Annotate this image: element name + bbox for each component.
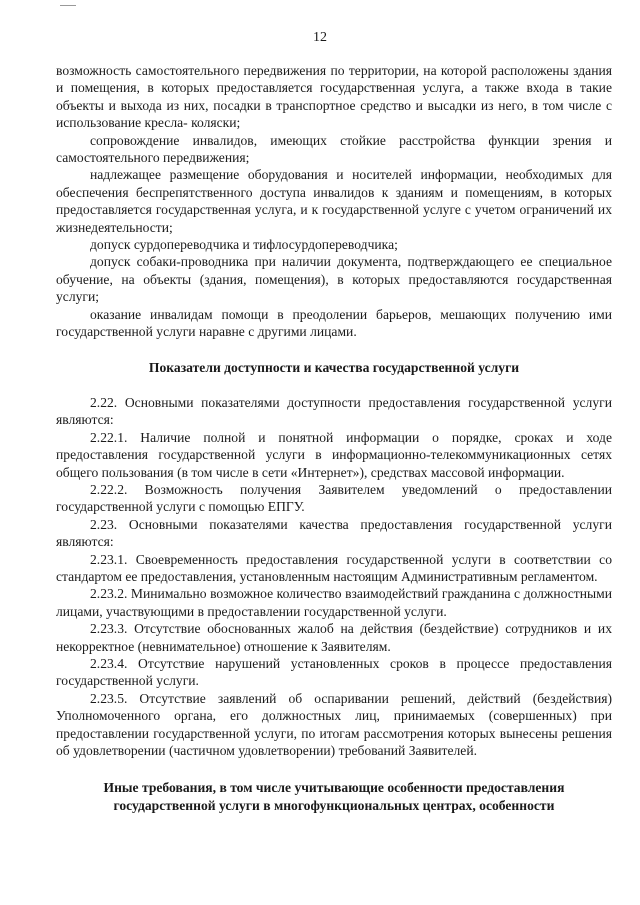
paragraph: 2.23.1. Своевременность предоставления государственной услуги в соответствии со стандартом ее предоставления, установленным настоящим Административным регламентом. bbox=[56, 551, 612, 584]
section-heading-line: государственной услуги в многофункциональных центрах, особенности bbox=[113, 797, 555, 813]
section-heading: Показатели доступности и качества государственной услуги bbox=[148, 359, 520, 375]
scan-mark bbox=[60, 5, 76, 6]
paragraph: 2.23.2. Минимально возможное количество взаимодействий гражданина с должностными лицами, участвующими в предоставлении государственной услуги. bbox=[56, 586, 612, 619]
paragraph: 2.23.3. Отсутствие обоснованных жалоб на действия (бездействие) сотрудников и их некорректное (невнимательное) отношение к Заявителям. bbox=[56, 621, 612, 654]
paragraph: 2.22.1. Наличие полной и понятной информации о порядке, сроках и ходе предоставления государственной услуги в информационно-телекоммуникационных сетях общего пользования (в том числе в сети «Интернет»), средствах массовой информации. bbox=[56, 429, 612, 480]
paragraph: возможность самостоятельного передвижения по территории, на которой расположены здания и помещения, в которых предоставляется государственная услуга, а также входа в такие объекты и выхода из них, посадки в транспортное средство и высадки из него, в том числе с использование кресла- коляски; bbox=[56, 63, 612, 131]
paragraph: допуск сурдопереводчика и тифлосурдопереводчика; bbox=[90, 237, 398, 253]
paragraph: 2.22.2. Возможность получения Заявителем уведомлений о предоставлении государственной услуги с помощью ЕПГУ. bbox=[56, 481, 612, 515]
paragraph: 2.22. Основными показателями доступности предоставления государственной услуги являются: bbox=[56, 394, 612, 428]
page-number: 12 bbox=[313, 30, 327, 45]
paragraph: надлежащее размещение оборудования и носителей информации, необходимых для обеспечения беспрепятственного доступа инвалидов к зданиям и помещениям, в которых предоставляется государственная услуга, и к государственной услуге с учетом ограничений их жизнедеятельности; bbox=[56, 167, 612, 235]
paragraph: 2.23.5. Отсутствие заявлений об оспаривании решений, действий (бездействия) Уполномоченного органа, его должностных лиц, принимаемых (совершенных) при предоставлении государственной услуги, по итогам рассмотрения которых вынесены решения об удовлетворении (частичном удовлетворении) требований Заявителей. bbox=[56, 690, 612, 759]
section-heading-line: Иные требования, в том числе учитывающие особенности предоставления bbox=[103, 780, 565, 796]
paragraph: оказание инвалидам помощи в преодолении барьеров, мешающих получению ими государственной услуги наравне с другими лицами. bbox=[56, 306, 612, 340]
paragraph: 2.23. Основными показателями качества предоставления государственной услуги являются: bbox=[56, 516, 612, 550]
document-body bbox=[56, 62, 612, 814]
paragraph: сопровождение инвалидов, имеющих стойкие расстройства функции зрения и самостоятельного передвижения; bbox=[56, 132, 612, 166]
paragraph: допуск собаки-проводника при наличии документа, подтверждающего ее специальное обучение, на объекты (здания, помещения), в которых предоставляются государственная услуги; bbox=[56, 254, 612, 305]
paragraph: 2.23.4. Отсутствие нарушений установленных сроков в процессе предоставления государственной услуги. bbox=[56, 656, 612, 689]
